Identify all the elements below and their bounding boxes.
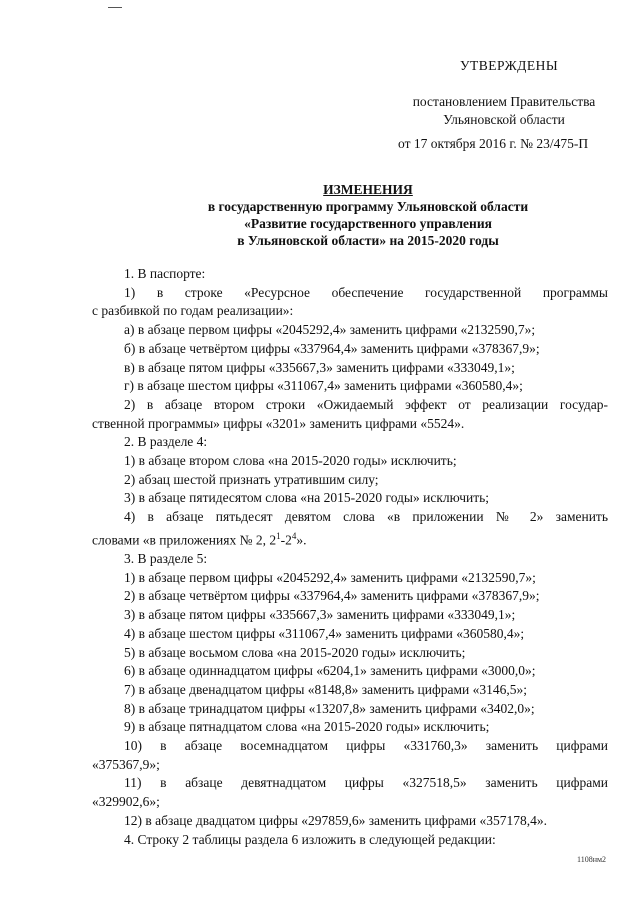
body-line-text: словами «в приложениях № 2, 2 [92,532,277,548]
body-line-with-superscripts [92,527,608,550]
body-line: 3) в абзаце пятом цифры «335667,3» заменить цифрами «333049,1»; [124,607,516,623]
body-line: 11) в абзаце девятнадцатом цифры «327518,5» заменить цифрами [124,775,608,791]
body-line: 1) в абзаце первом цифры «2045292,4» заменить цифрами «2132590,7»; [124,569,536,585]
body-line: 1) в строке «Ресурсное обеспечение государственной программы [124,284,608,300]
document-subtitle-line3: в Ульяновской области» на 2015-2020 годы [237,233,499,248]
body-line: а) в абзаце первом цифры «2045292,4» заменить цифрами «2132590,7»; [124,322,536,338]
document-body [92,265,608,849]
section-heading: 3. В разделе 5: [124,551,208,567]
section-heading: 2. В разделе 4: [124,434,208,450]
tail-text: ». [296,532,307,548]
body-line: 2) абзац шестой признать утратившим силу; [124,471,379,487]
body-line: 8) в абзаце тринадцатом цифры «13207,8» заменить цифрами «3402,0»; [124,700,535,716]
body-line: 2) в абзаце четвёртом цифры «337964,4» заменить цифрами «378367,9»; [124,588,540,604]
approved-by-line1: постановлением Правительства [412,94,596,109]
body-line: «329902,6»; [92,794,160,810]
document-title: ИЗМЕНЕНИЯ [323,182,413,197]
body-line: б) в абзаце четвёртом цифры «337964,4» заменить цифрами «378367,9»; [124,340,540,356]
body-line: 10) в абзаце восемнадцатом цифры «331760,3» заменить цифрами [124,738,608,754]
body-line: 12) в абзаце двадцатом цифры «297859,6» заменить цифрами «357178,4». [124,812,548,828]
body-line: 7) в абзаце двенадцатом цифры «8148,8» заменить цифрами «3146,5»; [124,681,527,697]
superscript: 1 [276,530,281,541]
dash-text: -2 [280,532,292,548]
body-line: 4) в абзаце пятьдесят девятом слова «в приложении № 2» заменить [124,509,608,525]
section-heading: 4. Строку 2 таблицы раздела 6 изложить в следующей редакции: [124,831,496,847]
scan-mark [108,7,122,8]
approved-by-line2: Ульяновской области [443,112,565,127]
document-code: 1108нм2 [577,855,607,864]
document-subtitle-line1: в государственную программу Ульяновской области [207,199,529,214]
body-line: с разбивкой по годам реализации»: [92,303,294,319]
body-line: г) в абзаце шестом цифры «311067,4» заменить цифрами «360580,4»; [124,378,523,394]
body-line: 6) в абзаце одиннадцатом цифры «6204,1» заменить цифрами «3000,0»; [124,663,536,679]
section-heading: 1. В паспорте: [124,266,206,281]
superscript: 4 [291,530,297,541]
body-line: 4) в абзаце шестом цифры «311067,4» заменить цифрами «360580,4»; [124,625,525,641]
body-line: 3) в абзаце пятидесятом слова «на 2015-2020 годы» исключить; [124,490,490,506]
document-subtitle-line2: «Развитие государственного управления [244,216,492,231]
approved-stamp: УТВЕРЖДЕНЫ [460,58,559,73]
body-line: «375367,9»; [92,756,160,772]
body-line: 9) в абзаце пятнадцатом слова «на 2015-2020 годы» исключить; [124,719,490,735]
body-line: 5) в абзаце восьмом слова «на 2015-2020 годы» исключить; [124,644,466,660]
body-line: ственной программы» цифры «3201» заменить цифрами «5524». [92,415,465,431]
body-line: 2) в абзаце втором строки «Ожидаемый эффект от реализации государ- [124,396,608,412]
body-line: 1) в абзаце втором слова «на 2015-2020 годы» исключить; [124,453,457,469]
approval-date: от 17 октября 2016 г. № 23/475-П [398,136,589,151]
body-line: в) в абзаце пятом цифры «335667,3» заменить цифрами «333049,1»; [124,359,515,375]
